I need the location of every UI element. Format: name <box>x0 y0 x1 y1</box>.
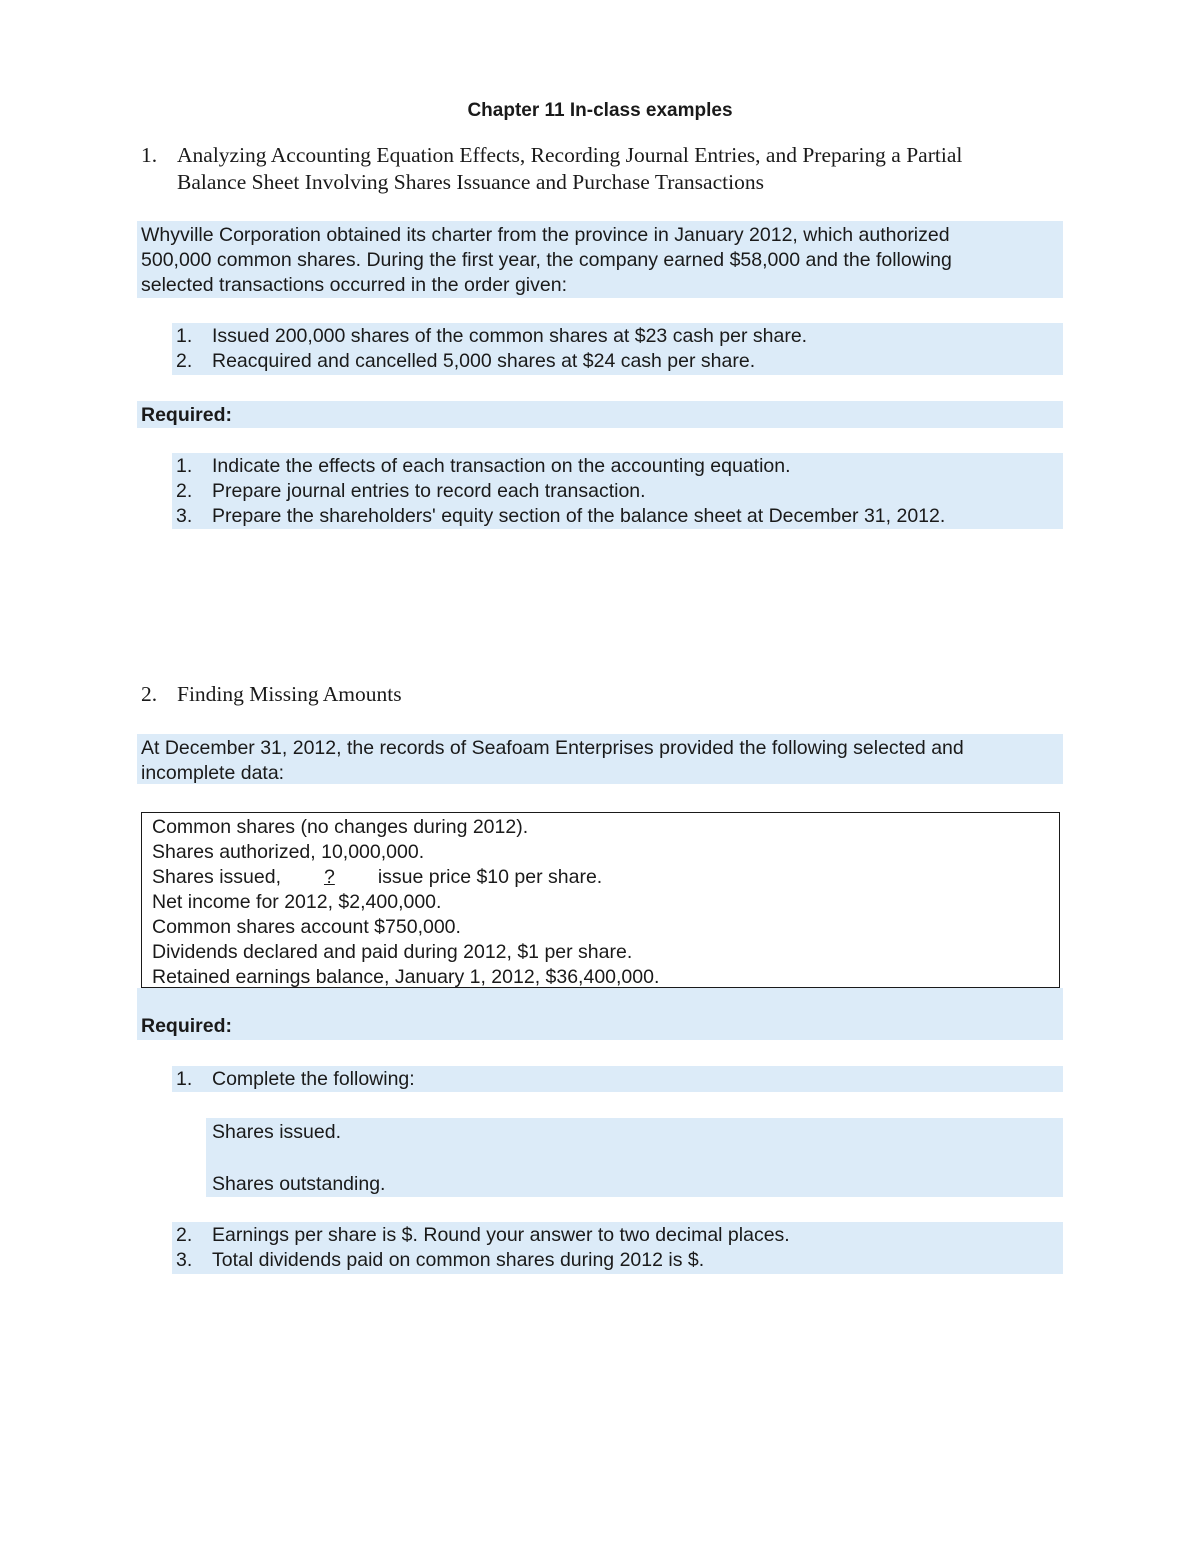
list-item <box>176 479 1059 504</box>
list-item <box>176 1248 1059 1273</box>
question-1-number: 1. <box>141 143 158 167</box>
intro-line: 500,000 common shares. During the first year, the company earned $58,000 and the following <box>141 249 952 271</box>
intro-line: At December 31, 2012, the records of Seafoam Enterprises provided the following selected and <box>141 737 964 759</box>
question-1-heading-line: Balance Sheet Involving Shares Issuance and Purchase Transactions <box>177 170 764 194</box>
list-text: Total dividends paid on common shares during 2012 is $. <box>212 1249 705 1271</box>
data-box <box>141 812 1060 988</box>
requirements-2-3 <box>172 1222 1063 1274</box>
list-text: Earnings per share is $. Round your answer to two decimal places. <box>212 1224 790 1246</box>
intro-line: Whyville Corporation obtained its charter from the province in January 2012, which authorized <box>141 224 950 246</box>
intro-line: incomplete data: <box>141 762 285 784</box>
list-text: Issued 200,000 shares of the common shares at $23 cash per share. <box>212 325 808 347</box>
list-number: 2. <box>176 480 193 502</box>
list-text: Indicate the effects of each transaction on the accounting equation. <box>212 455 791 477</box>
list-number: 3. <box>176 505 193 527</box>
list-number: 3. <box>176 1249 193 1271</box>
list-item <box>176 504 1059 529</box>
sub-item: Shares outstanding. <box>212 1173 386 1195</box>
data-line: Common shares (no changes during 2012). <box>152 816 529 838</box>
complete-items <box>206 1118 1063 1197</box>
list-number: 1. <box>176 455 193 477</box>
list-number: 1. <box>176 1068 193 1090</box>
intro-line: selected transactions occurred in the order given: <box>141 274 567 296</box>
data-line: Net income for 2012, $2,400,000. <box>152 891 442 913</box>
list-text: Complete the following: <box>212 1068 415 1090</box>
required-heading: Required: <box>137 401 1063 428</box>
missing-amount-blank: ? <box>323 866 335 888</box>
question-2-number: 2. <box>141 682 158 706</box>
list-item <box>176 454 1059 479</box>
question-1-heading-line: Analyzing Accounting Equation Effects, Recording Journal Entries, and Preparing a Partial <box>177 143 963 167</box>
data-line: Dividends declared and paid during 2012, $1 per share. <box>152 941 633 963</box>
list-text: Prepare journal entries to record each transaction. <box>212 480 646 502</box>
data-line-prefix: Shares issued, <box>152 866 281 888</box>
requirements-list <box>172 453 1063 529</box>
data-line: Common shares account $750,000. <box>152 916 461 938</box>
list-number: 1. <box>176 325 193 347</box>
question-2-intro <box>137 734 1063 784</box>
list-item <box>176 324 1059 349</box>
data-line <box>152 865 1049 890</box>
list-item <box>176 1223 1059 1248</box>
list-text: Prepare the shareholders' equity section of the balance sheet at December 31, 2012. <box>212 505 946 527</box>
data-line: Shares authorized, 10,000,000. <box>152 841 425 863</box>
list-item <box>176 349 1059 374</box>
requirement-1 <box>172 1066 1063 1092</box>
transactions-list <box>172 323 1063 375</box>
sub-item: Shares issued. <box>212 1121 341 1143</box>
data-line-suffix: issue price $10 per share. <box>377 866 603 888</box>
list-item <box>176 1067 1059 1092</box>
list-text: Reacquired and cancelled 5,000 shares at $24 cash per share. <box>212 350 756 372</box>
question-1-heading <box>177 142 1077 196</box>
data-line: Retained earnings balance, January 1, 2012, $36,400,000. <box>152 966 660 988</box>
required-heading: Required: <box>141 1015 233 1037</box>
shaded-band <box>137 988 1063 1040</box>
question-2-heading: Finding Missing Amounts <box>177 682 402 706</box>
list-number: 2. <box>176 1224 193 1246</box>
page-title: Chapter 11 In-class examples <box>467 100 733 121</box>
list-number: 2. <box>176 350 193 372</box>
question-1-intro <box>137 221 1063 298</box>
